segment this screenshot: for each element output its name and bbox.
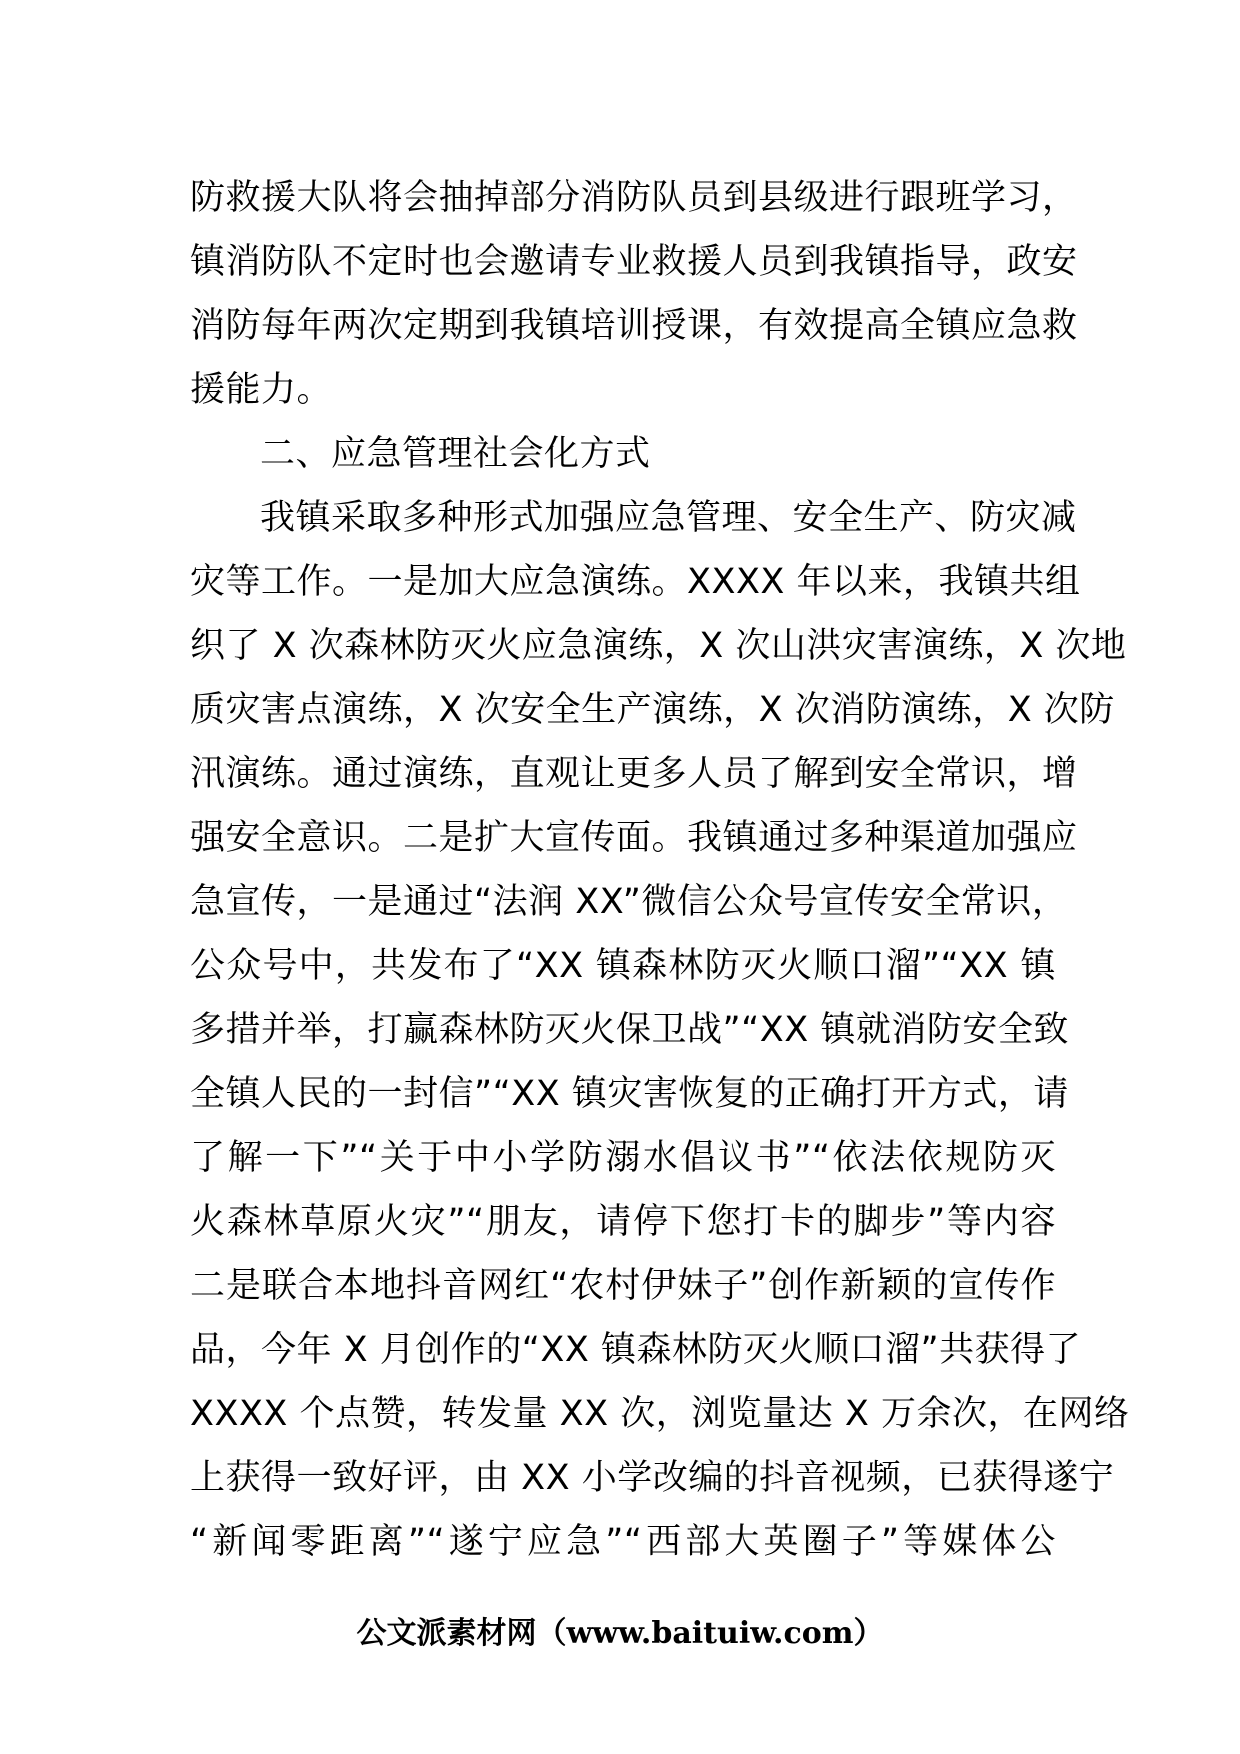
text-line: 防救援大队将会抽掉部分消防队员到县级进行跟班学习， xyxy=(190,178,1078,218)
text-line: 织了 X 次森林防灭火应急演练，X 次山洪灾害演练，X 次地 xyxy=(190,626,1127,666)
document-body xyxy=(190,166,1130,1574)
text-line: 援能力。 xyxy=(190,370,333,410)
footer-watermark: 公文派素材网（www.baituiw.com） xyxy=(356,1616,884,1651)
text-line: 多措并举，打赢森林防灭火保卫战”“XX 镇就消防安全致 xyxy=(190,1010,1069,1050)
text-line: 汛演练。通过演练，直观让更多人员了解到安全常识，增 xyxy=(190,754,1078,794)
text-line: XXXX 个点赞，转发量 XX 次，浏览量达 X 万余次，在网络 xyxy=(190,1394,1130,1434)
text-line: 火森林草原火灾”“朋友，请停下您打卡的脚步”等内容 xyxy=(190,1202,1056,1242)
text-line: “新闻零距离”“遂宁应急”“西部大英圈子”等媒体公 xyxy=(190,1522,1056,1562)
text-line: 上获得一致好评，由 XX 小学改编的抖音视频，已获得遂宁 xyxy=(190,1458,1115,1498)
text-line: 品，今年 X 月创作的“XX 镇森林防灭火顺口溜”共获得了 xyxy=(190,1330,1082,1370)
text-line: 全镇人民的一封信”“XX 镇灾害恢复的正确打开方式，请 xyxy=(190,1074,1069,1114)
text-line: 公众号中，共发布了“XX 镇森林防灭火顺口溜”“XX 镇 xyxy=(190,946,1056,986)
text-line: 急宣传，一是通过“法润 XX”微信公众号宣传安全常识， xyxy=(190,882,1068,922)
text-line: 了解一下”“关于中小学防溺水倡议书”“依法依规防灭 xyxy=(190,1138,1056,1178)
text-line: 二是联合本地抖音网红“农村伊妹子”创作新颖的宣传作 xyxy=(190,1266,1056,1306)
text-line: 质灾害点演练，X 次安全生产演练，X 次消防演练，X 次防 xyxy=(190,690,1115,730)
text-line: 灾等工作。一是加大应急演练。XXXX 年以来，我镇共组 xyxy=(190,562,1081,602)
text-line: 我镇采取多种形式加强应急管理、安全生产、防灾减 xyxy=(260,498,1077,538)
text-line: 消防每年两次定期到我镇培训授课，有效提高全镇应急救 xyxy=(190,306,1078,346)
text-line: 镇消防队不定时也会邀请专业救援人员到我镇指导，政安 xyxy=(190,242,1078,282)
text-line: 强安全意识。二是扩大宣传面。我镇通过多种渠道加强应 xyxy=(190,818,1078,858)
section-heading: 二、应急管理社会化方式 xyxy=(260,434,651,474)
